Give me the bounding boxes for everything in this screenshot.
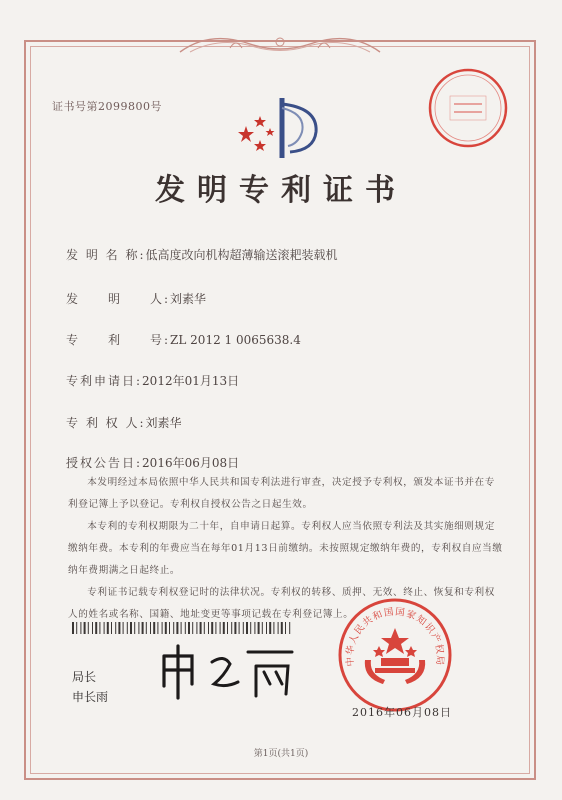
field-label: 发 明 名 称: [66,248,146,262]
barcode-bar [142,622,144,634]
barcode-bar [250,622,251,634]
barcode-bar [169,622,170,634]
barcode-bar [188,622,190,634]
barcode-bar [76,622,77,634]
body-paragraph: 本发明经过本局依照中华人民共和国专利法进行审查，决定授予专利权，颁发本证书并在专利登记簿上予以登记。专利权自授权公告之日起生效。 [68,477,495,510]
barcode-bar [273,622,274,634]
barcode-bar [127,622,128,634]
barcode-bar [115,622,116,634]
barcode-bar [196,622,197,634]
field-value: 刘素华 [170,292,207,306]
top-ornament [170,28,390,56]
barcode-bar [185,622,186,634]
page-number: 第1页(共1页) [253,749,309,759]
barcode-bar [269,622,271,634]
barcode-bar [107,622,109,634]
barcode-bar [150,622,151,634]
barcode-bar [204,622,205,634]
patentee-field [66,414,182,431]
agency-stamp [426,66,510,150]
patent-number-field [66,331,301,348]
field-value: 2016年06月08日 [142,456,240,470]
barcode-bar [99,622,100,634]
barcode-bar [220,622,221,634]
certificate-number: 证书号第2099800号 [52,100,162,113]
application-date-field [66,372,239,389]
issue-date: 2016年06月08日 [352,706,452,719]
barcode-bar [208,622,209,634]
director-signature [152,636,302,706]
barcode-bar [162,622,163,634]
barcode-bar [146,622,147,634]
field-label: 发 明 人: [66,292,171,306]
field-label: 专 利 权 人: [66,416,146,430]
field-value: 刘素华 [145,416,182,430]
barcode-bar [88,622,89,634]
barcode-bar [176,622,178,634]
barcode-bar [254,622,255,634]
certificate-title: 发明专利证书 [155,173,407,208]
barcode-bar [285,622,286,634]
barcode-bar [72,622,74,634]
barcode-bar [80,622,81,634]
barcode-bar [118,622,120,634]
barcode-bar [153,622,155,634]
inventor-field [66,290,206,307]
official-seal [336,596,454,714]
barcode-bar [258,622,260,634]
field-label: 专 利 号: [66,333,171,347]
barcode-bar [266,622,267,634]
director-title: 局长 [72,670,97,684]
barcode-bar [223,622,225,634]
barcode-bar [111,622,112,634]
grant-date-field [66,454,239,471]
barcode-bar [92,622,93,634]
barcode-bar [123,622,124,634]
barcode-bar [281,622,283,634]
barcode-bar [130,622,132,634]
barcode-bar [138,622,139,634]
barcode-bar [134,622,135,634]
barcode-bar [243,622,244,634]
body-paragraph: 本专利的专利权期限为二十年，自申请日起算。专利权人应当依照专利法及其实施细则规定缴纳年费。本专利的年费应当在每年01月13日前缴纳。未按照规定缴纳年费的，专利权自应当缴纳年费期满之日起终止。 [68,521,503,576]
director-name: 申长雨 [72,690,109,704]
barcode-bar [84,622,86,634]
field-label: 专利申请日: [66,374,143,388]
seal-text: 中华人民共和国国家知识产权局 [344,606,446,667]
body-paragraph: 专利证书记载专利权登记时的法律状况。专利权的转移、质押、无效、终止、恢复和专利权人的姓名或名称、国籍、地址变更等事项记载在专利登记簿上。 [68,587,495,620]
barcode-bar [215,622,216,634]
field-value: ZL 2012 1 0065638.4 [170,333,301,347]
barcode-bar [200,622,202,634]
barcode-bar [227,622,228,634]
barcode-bar [246,622,248,634]
field-label: 授权公告日: [66,456,143,470]
barcode [72,622,292,634]
field-value: 2012年01月13日 [142,374,240,388]
barcode-bar [157,622,158,634]
barcode-bar [192,622,193,634]
barcode-bar [95,622,97,634]
barcode-bar [231,622,232,634]
barcode-bar [173,622,174,634]
barcode-bar [181,622,182,634]
barcode-bar [165,622,167,634]
barcode-bar [278,622,279,634]
barcode-bar [104,622,105,634]
barcode-bar [211,622,213,634]
field-value: 低高度改向机构超薄输送滚耙装载机 [145,248,338,262]
cnipa-logo-icon [232,92,324,164]
barcode-bar [239,622,240,634]
barcode-bar [289,622,290,634]
invention-name-field [66,246,338,263]
barcode-bar [234,622,236,634]
barcode-bar [262,622,263,634]
